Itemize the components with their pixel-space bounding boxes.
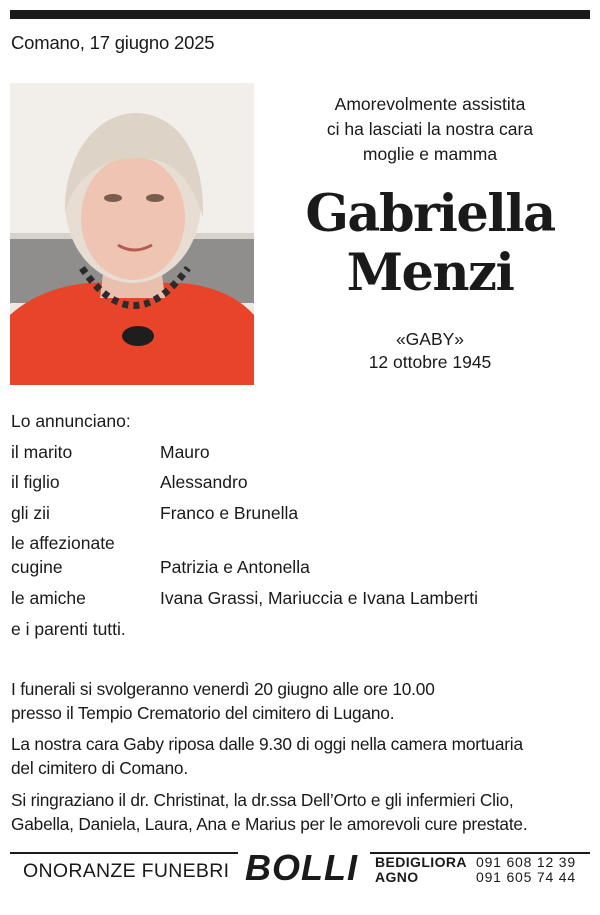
thanks-line: Gabella, Daniela, Laura, Ana e Marius per le amorevoli cure prestate.	[11, 813, 528, 834]
family-relation: il marito	[11, 442, 73, 462]
family-names: Patrizia e Antonella	[160, 557, 310, 577]
funeral-line: I funerali si svolgeranno venerdì 20 giugno alle ore 10.00	[11, 679, 435, 699]
place-date: Comano, 17 giugno 2025	[11, 32, 215, 53]
office-phone: 091 608 12 39	[476, 854, 576, 870]
family-names: Mauro	[160, 442, 210, 462]
intro-text	[290, 92, 570, 167]
rest-notice	[11, 733, 591, 780]
portrait-photo	[10, 83, 254, 385]
top-rule	[10, 10, 590, 19]
family-names: Franco e Brunella	[160, 503, 299, 523]
deceased-last-name: Menzi	[346, 243, 514, 303]
family-relation: e i parenti tutti.	[11, 619, 126, 639]
family-relation: le affezionate	[11, 533, 115, 553]
family-relation: le amiche	[11, 588, 86, 608]
nickname-and-birth	[290, 328, 570, 374]
portrait-illustration	[10, 83, 254, 385]
office-phone: 091 605 74 44	[476, 869, 576, 885]
family-relation: gli zii	[11, 503, 50, 523]
intro-line: moglie e mamma	[362, 144, 498, 164]
thanks-notice	[11, 789, 591, 836]
family-relation: cugine	[11, 557, 63, 577]
family-names: Ivana Grassi, Mariuccia e Ivana Lamberti	[160, 588, 479, 608]
family-relation: il figlio	[11, 472, 60, 492]
office-town: AGNO	[375, 869, 419, 885]
nickname: «GABY»	[395, 329, 465, 349]
rest-line: del cimitero di Comano.	[11, 757, 188, 778]
family-names: Alessandro	[160, 472, 248, 492]
funeral-home-label: ONORANZE FUNEBRI	[23, 860, 230, 882]
announcers-heading: Lo annunciano:	[11, 411, 131, 431]
office-town: BEDIGLIORA	[375, 854, 467, 870]
birth-date: 12 ottobre 1945	[368, 352, 492, 372]
funeral-line: presso il Tempio Crematorio del cimitero di Lugano.	[11, 702, 395, 723]
intro-line: ci ha lasciati la nostra cara	[326, 119, 534, 139]
rest-line: La nostra cara Gaby riposa dalle 9.30 di oggi nella camera mortuaria	[11, 734, 523, 754]
funeral-home-logo: BOLLI	[245, 847, 358, 888]
footer-rule-left	[10, 852, 238, 854]
funeral-notice	[11, 678, 591, 725]
intro-line: Amorevolmente assistita	[334, 94, 526, 114]
thanks-line: Si ringraziano il dr. Christinat, la dr.ssa Dell’Orto e gli infermieri Clio,	[11, 790, 514, 810]
deceased-first-name: Gabriella	[305, 184, 555, 244]
